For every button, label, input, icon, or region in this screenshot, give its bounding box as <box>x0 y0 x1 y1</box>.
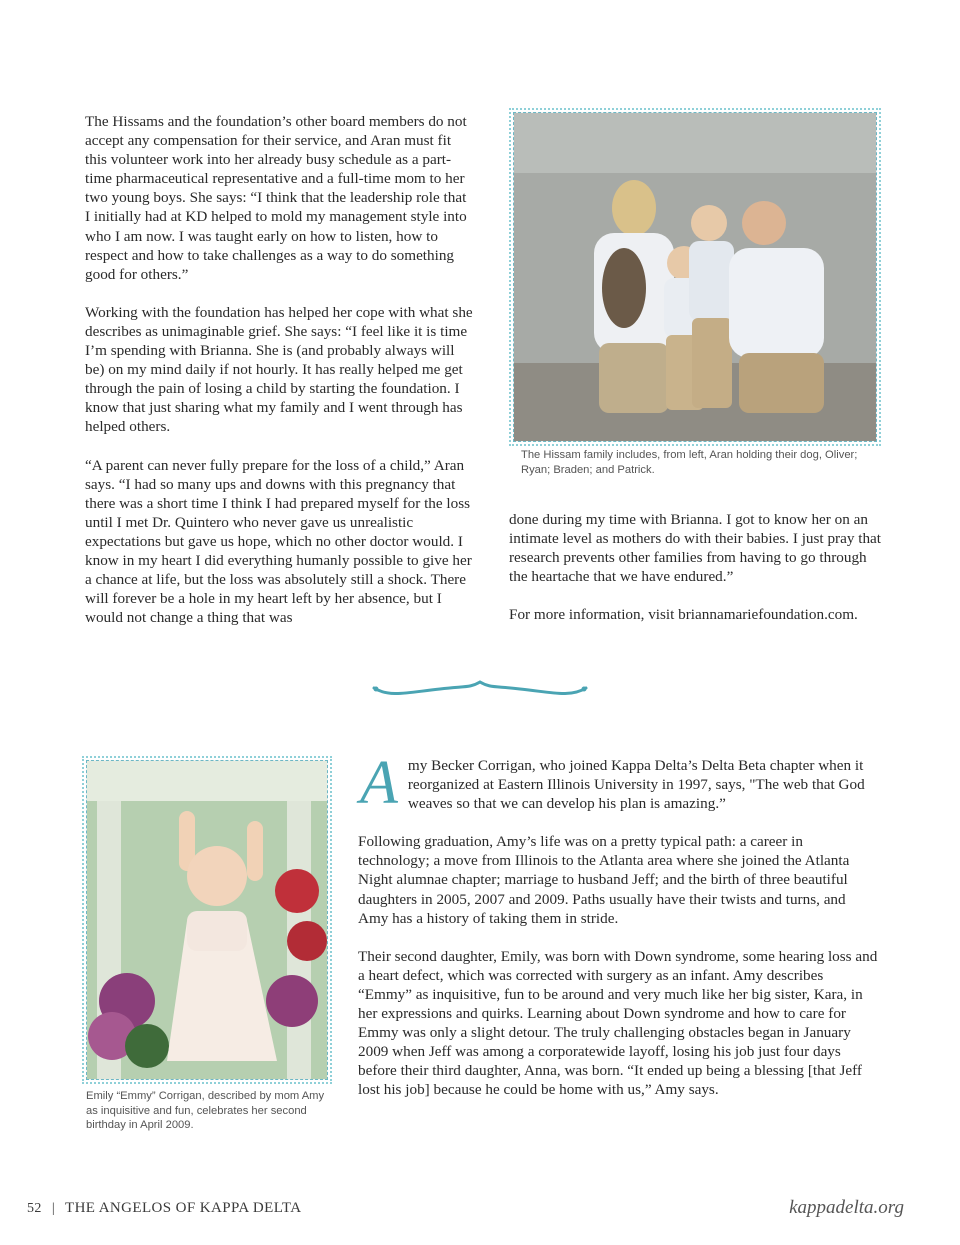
family-photo <box>513 112 877 442</box>
emmy-photo <box>86 760 328 1080</box>
article-right-column <box>509 510 881 643</box>
article-paragraph: Following graduation, Amy’s life was on a pretty typical path: a career in technology; a move from Illinois to the Atlanta area where she joined the Atlanta Night alumnae chapter; marriage to husband Jeff; and the birth of three beautiful daughters in 2005, 2007 and 2009. Paths usually have their twists and turns, and Amy has a history of taking them in stride. <box>358 833 850 927</box>
article-paragraph: The Hissams and the foundation’s other board members do not accept any compensation for their service, and Aran must fit this volunteer work into her already busy schedule as a part-time pharmaceutical representative and a full-time mom to her two young boys. She says: “I think that the leadership role that I initially had at KD helped to mold my management style into who I am now. I was taught early on how to listen, how to respect and how to take challenges as a way to do something good for others.” <box>85 113 467 283</box>
drop-cap: A <box>360 749 398 817</box>
footer-page-info <box>27 1200 301 1217</box>
article-paragraph: “A parent can never fully prepare for the loss of a child,” Aran says. “I had so many ups and downs with this pregnancy that there was a short time I think I had prepared myself for the loss until I met Dr. Quintero who never gave us unrealistic expectations but gave us hope, which no other doctor would. I know in my heart I did everything humanly possible to give her a chance at life, but the loss was absolutely still a shock. There will forever be a hole in my heart left by her absence, but I would not change a thing that was <box>85 456 472 627</box>
section-divider <box>370 676 590 702</box>
second-story <box>358 749 878 1119</box>
footer-website: kappadelta.org <box>789 1197 904 1218</box>
article-paragraph: For more information, visit briannamariefoundation.com. <box>509 606 858 624</box>
story-intro-text: my Becker Corrigan, who joined Kappa Delta’s Delta Beta chapter when it reorganized at Eastern Illinois University in 1997, says, "The web that God weaves so that we can develop his plan is amazing.” <box>407 757 865 813</box>
footer-separator: | <box>51 1201 56 1216</box>
emmy-photo-caption: Emily “Emmy” Corrigan, described by mom Amy as inquisitive and fun, celebrates her second birthday in April 2009. <box>86 1090 325 1131</box>
story-intro <box>358 749 878 817</box>
article-paragraph: Working with the foundation has helped her cope with what she describes as unimaginable grief. She says: “I feel like it is time I’m spending with Brianna. She is (and probably always will be) on my mind daily if not hourly. It has really helped me get through the pain of losing a child by starting the foundation. I know that just sharing what my family and I went through has helped others. <box>85 303 473 436</box>
publication-name: THE ANGELOS OF KAPPA DELTA <box>65 1200 302 1216</box>
article-left-column <box>85 112 473 646</box>
article-paragraph: done during my time with Brianna. I got to know her on an intimate level as mothers do with their babies. I just pray that research prevents other families from having to go through the heartache that we have endured.” <box>509 511 882 586</box>
family-photo-caption: The Hissam family includes, from left, Aran holding their dog, Oliver; Ryan; Braden; and Patrick. <box>521 449 858 476</box>
article-paragraph: Their second daughter, Emily, was born with Down syndrome, some hearing loss and a heart defect, which was corrected with surgery as an infant. Amy describes “Emmy” as inquisitive, fun to be around and very much like her big sister, Kara, in her expressions and quirks. Learning about Down syndrome and how to care for Emmy was only a slight detour. The truly challenging obstacles began in January 2009 when Jeff was among a corporatewide layoff, losing his job just four days before their third daughter, Anna, was born. “It ended up being a blessing [that Jeff lost his job] because he could be home with us,” Amy says. <box>358 947 878 1099</box>
page-number: 52 <box>27 1201 42 1216</box>
